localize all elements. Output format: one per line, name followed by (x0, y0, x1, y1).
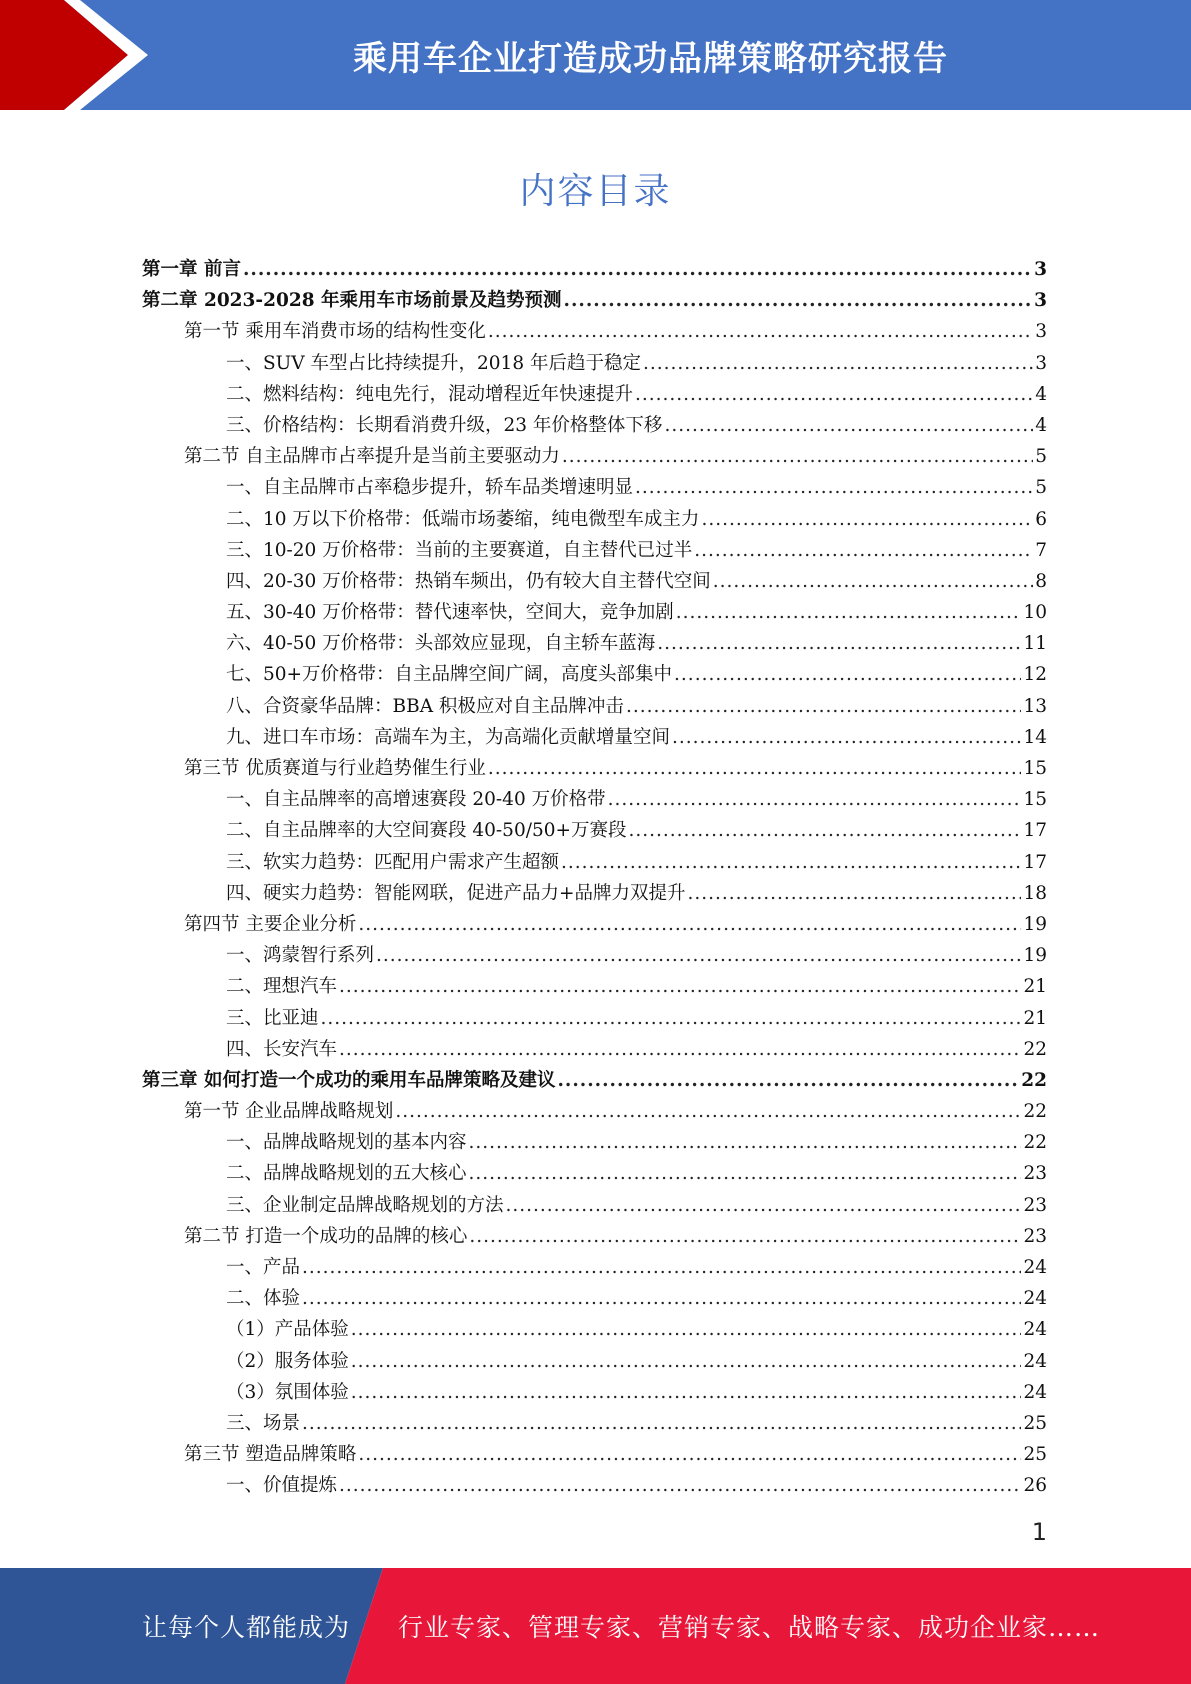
toc-entry[interactable] (142, 1003, 1047, 1034)
toc-entry-page: 25 (1023, 1412, 1047, 1434)
toc-entry-label: （2）服务体验 (226, 1350, 349, 1372)
toc-dot-leader (376, 940, 1021, 971)
toc-entry-page: 5 (1035, 446, 1047, 468)
toc-entry-label: （3）氛围体验 (226, 1381, 349, 1403)
toc-entry-label: 第四节 主要企业分析 (184, 913, 357, 935)
toc-entry[interactable] (142, 348, 1047, 379)
toc-entry-page: 17 (1023, 820, 1047, 842)
toc-dot-leader (339, 1034, 1021, 1065)
toc-entry-label: 第三节 优质赛道与行业趋势催生行业 (184, 758, 486, 779)
table-of-contents (142, 254, 1047, 1502)
toc-entry-page: 6 (1035, 508, 1047, 530)
toc-dot-leader (358, 909, 1021, 940)
toc-dot-leader (688, 878, 1022, 909)
toc-entry-page: 24 (1023, 1381, 1047, 1403)
toc-entry-page: 3 (1035, 352, 1047, 374)
toc-dot-leader (694, 535, 1033, 566)
page-footer (0, 1568, 1191, 1684)
toc-entry-page: 22 (1023, 1101, 1047, 1123)
toc-entry-page: 26 (1023, 1475, 1047, 1497)
toc-title: 内容目录 (519, 171, 672, 212)
toc-entry-page: 15 (1023, 789, 1047, 811)
toc-entry[interactable] (142, 722, 1047, 753)
toc-entry-label: 一、SUV 车型占比持续提升，2018 年后趋于稳定 (226, 352, 641, 374)
toc-entry[interactable] (142, 1158, 1047, 1189)
toc-entry-page: 3 (1034, 259, 1047, 280)
page-number: 1 (1031, 1518, 1047, 1546)
toc-dot-leader (608, 784, 1022, 815)
toc-entry[interactable] (142, 659, 1047, 690)
toc-entry-page: 14 (1023, 726, 1047, 748)
toc-dot-leader (321, 1003, 1022, 1034)
toc-entry[interactable] (142, 379, 1047, 410)
toc-entry-label: 二、理想汽车 (226, 976, 338, 998)
toc-entry-label: 一、价值提炼 (226, 1475, 338, 1497)
toc-entry-label: 七、50+万价格带：自主品牌空间广阔，高度头部集中 (226, 664, 673, 686)
toc-entry-page: 23 (1023, 1194, 1047, 1216)
toc-entry-page: 22 (1023, 1038, 1047, 1060)
toc-entry-page: 17 (1023, 851, 1047, 873)
toc-dot-leader (302, 1283, 1021, 1314)
toc-dot-leader (643, 348, 1033, 379)
toc-dot-leader (302, 1408, 1021, 1439)
toc-entry-label: 一、产品 (226, 1257, 301, 1278)
toc-entry-label: 九、进口车市场：高端车为主，为高端化贡献增量空间 (226, 726, 671, 748)
toc-dot-leader (635, 379, 1033, 410)
footer-slogan-left: 让每个人都能成为 (142, 1613, 351, 1642)
toc-entry[interactable] (142, 1190, 1047, 1221)
toc-dot-leader (302, 1252, 1021, 1283)
footer-slogan-right: 行业专家、管理专家、营销专家、战略专家、成功企业家…… (398, 1613, 1101, 1642)
toc-entry[interactable] (142, 1096, 1047, 1127)
toc-entry[interactable] (142, 535, 1047, 566)
toc-entry[interactable] (142, 566, 1047, 597)
toc-dot-leader (351, 1346, 1022, 1377)
toc-dot-leader (351, 1314, 1022, 1345)
toc-dot-leader (395, 1096, 1021, 1127)
toc-entry-page: 8 (1035, 570, 1047, 592)
toc-entry[interactable] (142, 1283, 1047, 1314)
toc-entry-label: 一、自主品牌市占率稳步提升，轿车品类增速明显 (226, 477, 634, 499)
toc-entry[interactable] (142, 1221, 1047, 1252)
toc-entry-label: 六、40-50 万价格带：头部效应显现，自主轿车蓝海 (226, 633, 656, 655)
toc-entry[interactable] (142, 1034, 1047, 1065)
toc-entry-label: 第一节 乘用车消费市场的结构性变化 (184, 321, 486, 343)
toc-dot-leader (488, 316, 1033, 347)
toc-entry[interactable] (142, 878, 1047, 909)
toc-entry-page: 18 (1023, 882, 1047, 904)
toc-entry[interactable] (142, 691, 1047, 722)
toc-entry-page: 7 (1035, 539, 1047, 561)
toc-dot-leader (358, 1439, 1021, 1470)
toc-entry[interactable] (142, 971, 1047, 1002)
toc-entry-label: 一、品牌战略规划的基本内容 (226, 1132, 467, 1154)
toc-entry[interactable] (142, 1377, 1047, 1408)
page-header (0, 0, 1191, 110)
toc-dot-leader (657, 628, 1021, 659)
toc-entry[interactable] (142, 940, 1047, 971)
toc-entry-label: 第一节 企业品牌战略规划 (184, 1101, 394, 1123)
toc-dot-leader (351, 1377, 1022, 1408)
toc-entry-label: 三、10-20 万价格带：当前的主要赛道，自主替代已过半 (226, 539, 693, 561)
toc-entry-label: 三、场景 (226, 1412, 301, 1434)
toc-entry-label: 二、自主品牌率的大空间赛段 40-50/50+万赛段 (226, 820, 627, 842)
toc-dot-leader (713, 566, 1034, 597)
toc-entry-page: 22 (1021, 1069, 1047, 1091)
toc-dot-leader (664, 410, 1033, 441)
toc-entry-page: 19 (1023, 913, 1047, 935)
toc-entry-page: 24 (1023, 1257, 1047, 1278)
toc-entry-label: 五、30-40 万价格带：替代速率快，空间大，竞争加剧 (226, 602, 674, 624)
toc-entry[interactable] (142, 285, 1047, 316)
toc-entry-label: 第二节 自主品牌市占率提升是当前主要驱动力 (184, 446, 560, 468)
toc-entry-label: 一、鸿蒙智行系列 (226, 945, 375, 967)
toc-entry-label: 一、自主品牌率的高增速赛段 20-40 万价格带 (226, 789, 606, 811)
toc-entry-label: 第二节 打造一个成功的品牌的核心 (184, 1225, 468, 1247)
toc-entry-page: 22 (1023, 1132, 1047, 1154)
toc-entry[interactable] (142, 1346, 1047, 1377)
toc-entry-label: 八、合资豪华品牌：BBA 积极应对自主品牌冲击 (226, 695, 624, 717)
toc-entry[interactable] (142, 847, 1047, 878)
toc-dot-leader (506, 1190, 1022, 1221)
toc-entry[interactable] (142, 441, 1047, 472)
toc-entry[interactable] (142, 472, 1047, 503)
toc-entry-page: 21 (1023, 1007, 1047, 1029)
toc-entry[interactable] (142, 316, 1047, 347)
toc-entry-page: 23 (1023, 1163, 1047, 1185)
toc-entry-page: 11 (1023, 633, 1047, 655)
toc-dot-leader (488, 753, 1022, 784)
toc-entry-page: 25 (1023, 1444, 1047, 1466)
toc-entry-label: 三、价格结构：长期看消费升级，23 年价格整体下移 (226, 414, 663, 436)
toc-dot-leader (561, 847, 1021, 878)
toc-entry-label: 四、硬实力趋势：智能网联，促进产品力+品牌力双提升 (226, 882, 686, 904)
toc-entry[interactable] (142, 597, 1047, 628)
toc-entry-page: 24 (1023, 1350, 1047, 1372)
toc-dot-leader (562, 441, 1033, 472)
toc-dot-leader (701, 504, 1033, 535)
toc-entry[interactable] (142, 410, 1047, 441)
toc-entry-page: 24 (1023, 1288, 1047, 1310)
toc-dot-leader (469, 1158, 1022, 1189)
toc-dot-leader (629, 815, 1022, 846)
toc-entry[interactable] (142, 1470, 1047, 1501)
toc-entry-page: 15 (1023, 758, 1047, 779)
toc-entry[interactable] (142, 1408, 1047, 1439)
toc-entry[interactable] (142, 909, 1047, 940)
toc-entry-label: 三、企业制定品牌战略规划的方法 (226, 1194, 504, 1216)
toc-entry-label: 第二章 2023-2028 年乘用车市场前景及趋势预测 (142, 290, 562, 312)
toc-entry-page: 24 (1023, 1319, 1047, 1341)
toc-entry-label: 第一章 前言 (142, 259, 241, 280)
toc-entry-page: 23 (1023, 1225, 1047, 1247)
toc-dot-leader (339, 1470, 1021, 1501)
toc-entry-label: 二、燃料结构：纯电先行，混动增程近年快速提升 (226, 383, 634, 405)
toc-entry-page: 21 (1023, 976, 1047, 998)
toc-entry-page: 19 (1023, 945, 1047, 967)
toc-entry[interactable] (142, 784, 1047, 815)
toc-dot-leader (635, 472, 1033, 503)
toc-entry[interactable] (142, 1065, 1047, 1096)
toc-entry[interactable] (142, 1252, 1047, 1283)
toc-entry-page: 10 (1023, 602, 1047, 624)
toc-entry-page: 3 (1035, 321, 1047, 343)
toc-dot-leader (676, 597, 1022, 628)
toc-entry-label: 二、品牌战略规划的五大核心 (226, 1163, 467, 1185)
toc-entry-page: 3 (1034, 290, 1047, 312)
toc-dot-leader (564, 285, 1033, 316)
toc-entry-label: 三、软实力趋势：匹配用户需求产生超额 (226, 851, 560, 873)
toc-dot-leader (674, 659, 1021, 690)
toc-entry[interactable] (142, 254, 1047, 285)
toc-dot-leader (469, 1127, 1022, 1158)
toc-entry-page: 4 (1035, 383, 1047, 405)
toc-dot-leader (557, 1065, 1019, 1096)
toc-entry[interactable] (142, 753, 1047, 784)
toc-entry-page: 12 (1023, 664, 1047, 686)
toc-entry[interactable] (142, 1127, 1047, 1158)
toc-entry-page: 13 (1023, 695, 1047, 717)
toc-entry-label: （1）产品体验 (226, 1319, 349, 1341)
toc-entry[interactable] (142, 815, 1047, 846)
toc-entry-label: 四、长安汽车 (226, 1038, 338, 1060)
toc-entry-page: 5 (1035, 477, 1047, 499)
toc-dot-leader (469, 1221, 1021, 1252)
toc-entry-label: 四、20-30 万价格带：热销车频出，仍有较大自主替代空间 (226, 570, 711, 592)
toc-entry[interactable] (142, 628, 1047, 659)
toc-dot-leader (626, 691, 1022, 722)
toc-dot-leader (672, 722, 1021, 753)
toc-entry-label: 二、体验 (226, 1288, 301, 1310)
toc-entry-label: 二、10 万以下价格带：低端市场萎缩，纯电微型车成主力 (226, 508, 700, 530)
toc-entry-label: 第三节 塑造品牌策略 (184, 1444, 357, 1466)
toc-entry-label: 三、比亚迪 (226, 1007, 319, 1029)
toc-dot-leader (339, 971, 1021, 1002)
toc-entry-label: 第三章 如何打造一个成功的乘用车品牌策略及建议 (142, 1069, 556, 1091)
toc-entry[interactable] (142, 504, 1047, 535)
header-title: 乘用车企业打造成功品牌策略研究报告 (353, 38, 948, 79)
toc-entry[interactable] (142, 1314, 1047, 1345)
toc-dot-leader (243, 254, 1032, 285)
toc-entry[interactable] (142, 1439, 1047, 1470)
toc-entry-page: 4 (1035, 414, 1047, 436)
